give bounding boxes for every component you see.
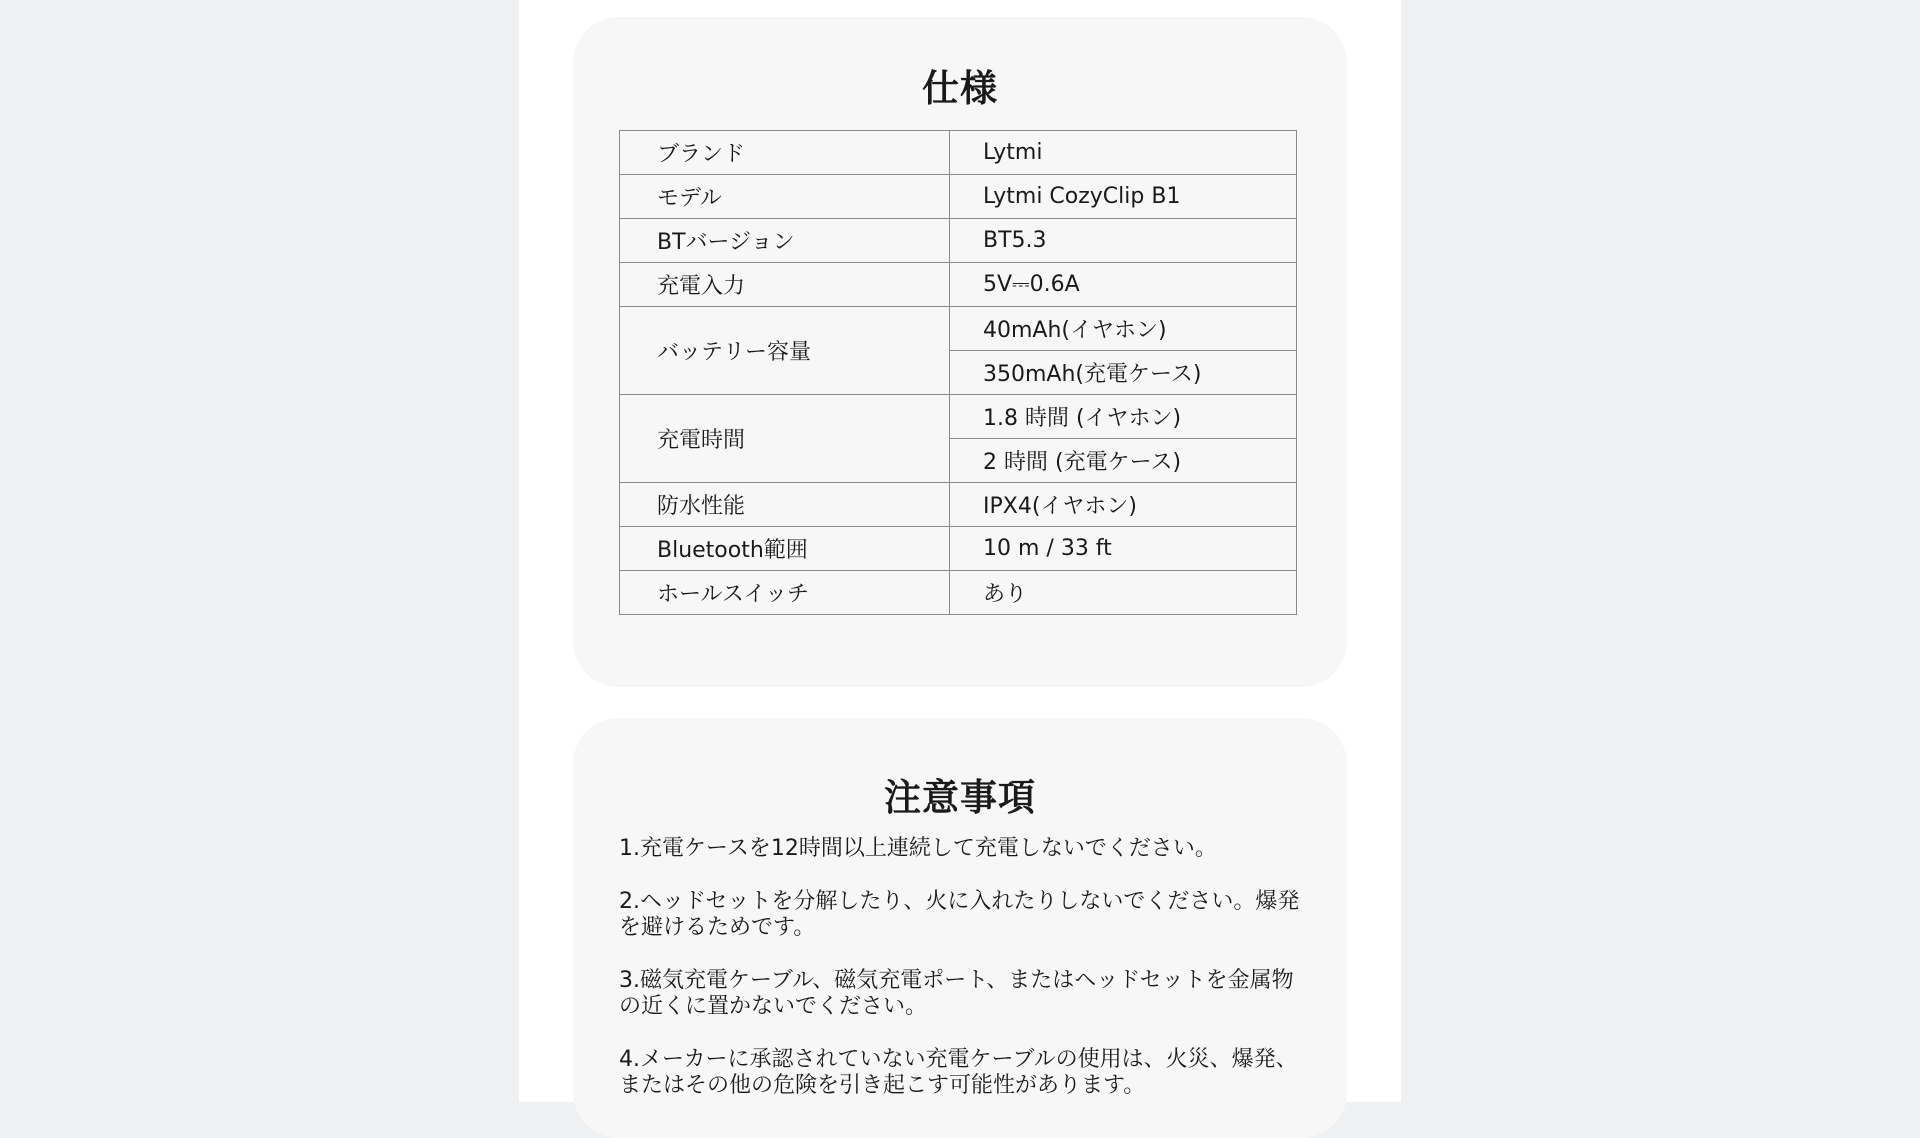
notes-title: 注意事項 — [884, 776, 1036, 819]
spec-value: Lytmi CozyClip B1 — [950, 175, 1297, 219]
table-row — [620, 219, 1297, 263]
table-row — [620, 483, 1297, 527]
table-row — [620, 175, 1297, 219]
spec-label: 充電入力 — [620, 263, 950, 307]
note-item: 1.充電ケースを12時間以上連続して充電しないでください。 — [619, 836, 1217, 861]
spec-value: IPX4(イヤホン) — [950, 483, 1297, 527]
notes-list — [619, 836, 1309, 1126]
spec-title: 仕様 — [922, 67, 998, 110]
spec-value: BT5.3 — [950, 219, 1297, 263]
table-row — [620, 307, 1297, 351]
note-item: 2.ヘッドセットを分解したり、火に入れたりしないでください。爆発を避けるためです。 — [619, 889, 1300, 940]
table-row — [620, 131, 1297, 175]
table-row — [620, 527, 1297, 571]
spec-value: あり — [950, 571, 1297, 615]
spec-value: 2 時間 (充電ケース) — [950, 439, 1297, 483]
spec-value: 5V⎓0.6A — [950, 263, 1297, 307]
notes-card — [573, 718, 1347, 1138]
spec-value: 40mAh(イヤホン) — [950, 307, 1297, 351]
spec-value: 350mAh(充電ケース) — [950, 351, 1297, 395]
spec-label: ホールスイッチ — [620, 571, 950, 615]
spec-value: 1.8 時間 (イヤホン) — [950, 395, 1297, 439]
note-item: 3.磁気充電ケーブル、磁気充電ポート、またはヘッドセットを金属物の近くに置かないでください。 — [619, 968, 1294, 1019]
table-row — [620, 263, 1297, 307]
spec-label: ブランド — [620, 131, 950, 175]
note-item: 4.メーカーに承認されていない充電ケーブルの使用は、火災、爆発、またはその他の危険を引き起こす可能性があります。 — [619, 1047, 1298, 1098]
spec-label: 防水性能 — [620, 483, 950, 527]
spec-value: Lytmi — [950, 131, 1297, 175]
page-column — [519, 0, 1401, 1102]
spec-label: Bluetooth範囲 — [620, 527, 950, 571]
spec-label: バッテリー容量 — [620, 307, 950, 395]
spec-table — [619, 130, 1297, 615]
table-row — [620, 571, 1297, 615]
spec-label: BTバージョン — [620, 219, 950, 263]
table-row — [620, 395, 1297, 439]
spec-value: 10 m / 33 ft — [950, 527, 1297, 571]
spec-label: 充電時間 — [620, 395, 950, 483]
spec-label: モデル — [620, 175, 950, 219]
spec-card — [573, 17, 1347, 687]
